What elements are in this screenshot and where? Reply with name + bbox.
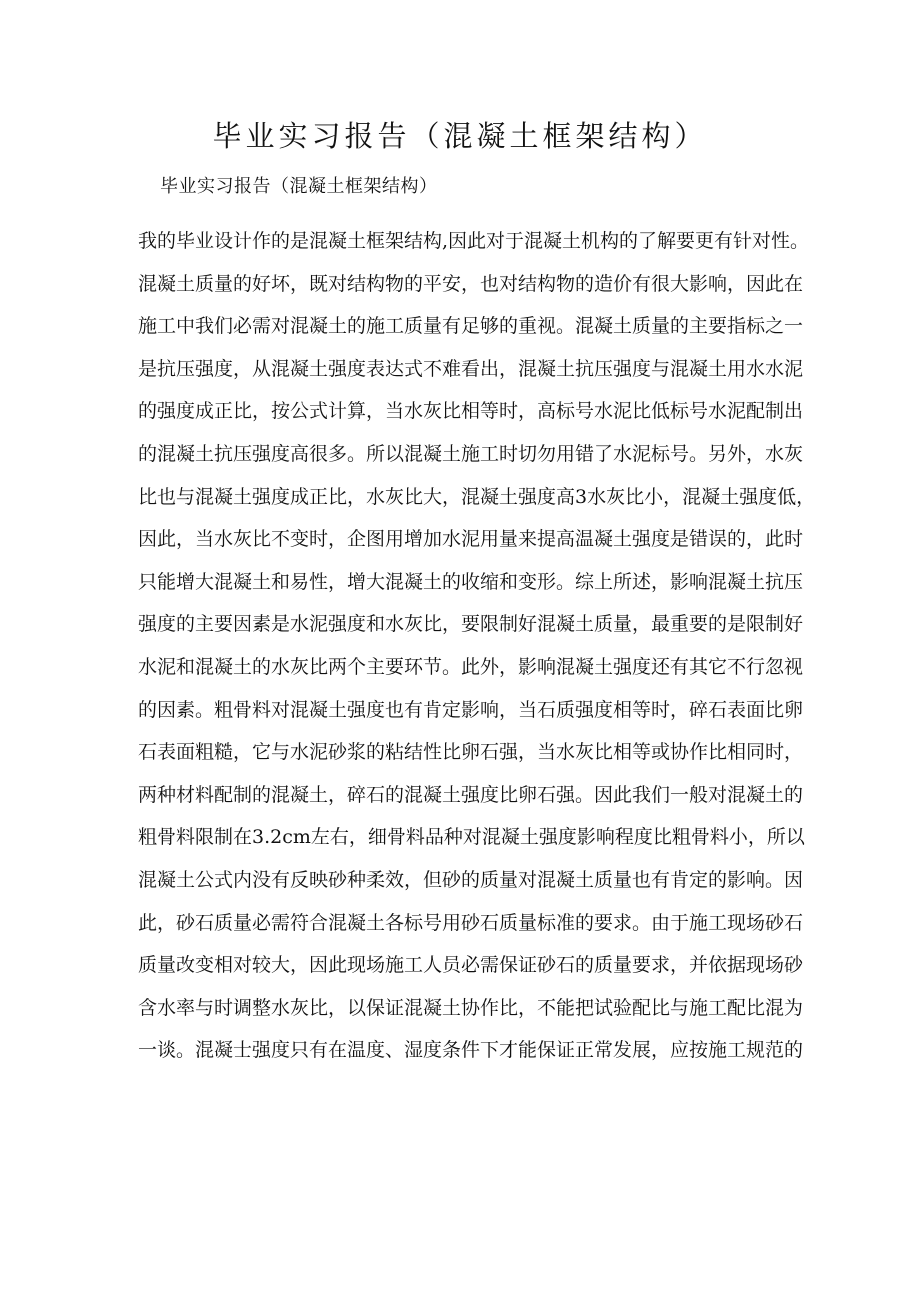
- body-text-line: 混凝土质量的好坏，既对结构物的平安，也对结构物的造价有很大影响，因此在: [138, 272, 804, 295]
- body-text-line: 水泥和混凝土的水灰比两个主要环节。此外，影响混凝土强度还有其它不行忽视: [138, 655, 804, 678]
- document-title: 毕业实习报告（混凝土框架结构）: [212, 119, 708, 153]
- body-text-line: 质量改变相对较大，因此现场施工人员必需保证砂石的质量要求，并依据现场砂: [138, 954, 804, 977]
- body-text-line: 施工中我们必需对混凝土的施工质量有足够的重视。混凝土质量的主要指标之一: [138, 315, 804, 338]
- body-text-line: 的因素。粗骨料对混凝土强度也有肯定影响，当石质强度相等时，碎石表面比卵: [138, 698, 804, 721]
- document-subtitle: 毕业实习报告（混凝土框架结构）: [160, 176, 438, 197]
- body-text-line: 比也与混凝土强度成正比，水灰比大，混凝土强度高3水灰比小，混凝土强度低，: [138, 485, 816, 508]
- body-text-line: 两种材料配制的混凝土，碎石的混凝土强度比卵石强。因此我们一般对混凝土的: [138, 783, 804, 806]
- body-text-line: 因此，当水灰比不变时，企图用增加水泥用量来提高温凝土强度是错误的，此时: [138, 528, 804, 551]
- body-text-line: 强度的主要因素是水泥强度和水灰比，要限制好混凝土质量，最重要的是限制好: [138, 613, 804, 636]
- body-text-line: 一谈。混凝士强度只有在温度、湿度条件下才能保证正常发展，应按施工规范的: [138, 1039, 804, 1062]
- body-text-line: 石表面粗糙，它与水泥砂浆的粘结性比卵石强，当水灰比相等或协作比相同时，: [138, 741, 804, 764]
- body-text-line: 混凝土公式内没有反映砂种柔效，但砂的质量对混凝土质量也有肯定的影响。因: [138, 868, 804, 891]
- body-text-line: 的强度成正比，按公式计算，当水灰比相等时，高标号水泥比低标号水泥配制出: [138, 400, 804, 423]
- body-text-line: 我的毕业设计作的是混凝土框架结构,因此对于混凝土机构的了解要更有针对性。: [138, 230, 810, 252]
- document-body: [138, 220, 816, 1072]
- body-text-line: 的混凝土抗压强度高很多。所以混凝土施工时切勿用错了水泥标号。另外，水灰: [138, 442, 804, 465]
- body-text-line: 粗骨料限制在3.2cm左右，细骨料品种对混凝土强度影响程度比粗骨料小，所以: [138, 826, 805, 849]
- body-text-line: 是抗压强度，从混凝土强度表达式不难看出，混凝土抗压强度与混凝土用水水泥: [138, 357, 804, 380]
- body-text-line: 只能增大混凝土和易性，增大混凝土的收缩和变形。综上所述，影响混凝土抗压: [138, 570, 804, 593]
- body-text-line: 此，砂石质量必需符合混凝土各标号用砂石质量标准的要求。由于施工现场砂石: [138, 911, 804, 934]
- body-text-line: 含水率与时调整水灰比，以保证混凝土协作比，不能把试验配比与施工配比混为: [138, 996, 804, 1019]
